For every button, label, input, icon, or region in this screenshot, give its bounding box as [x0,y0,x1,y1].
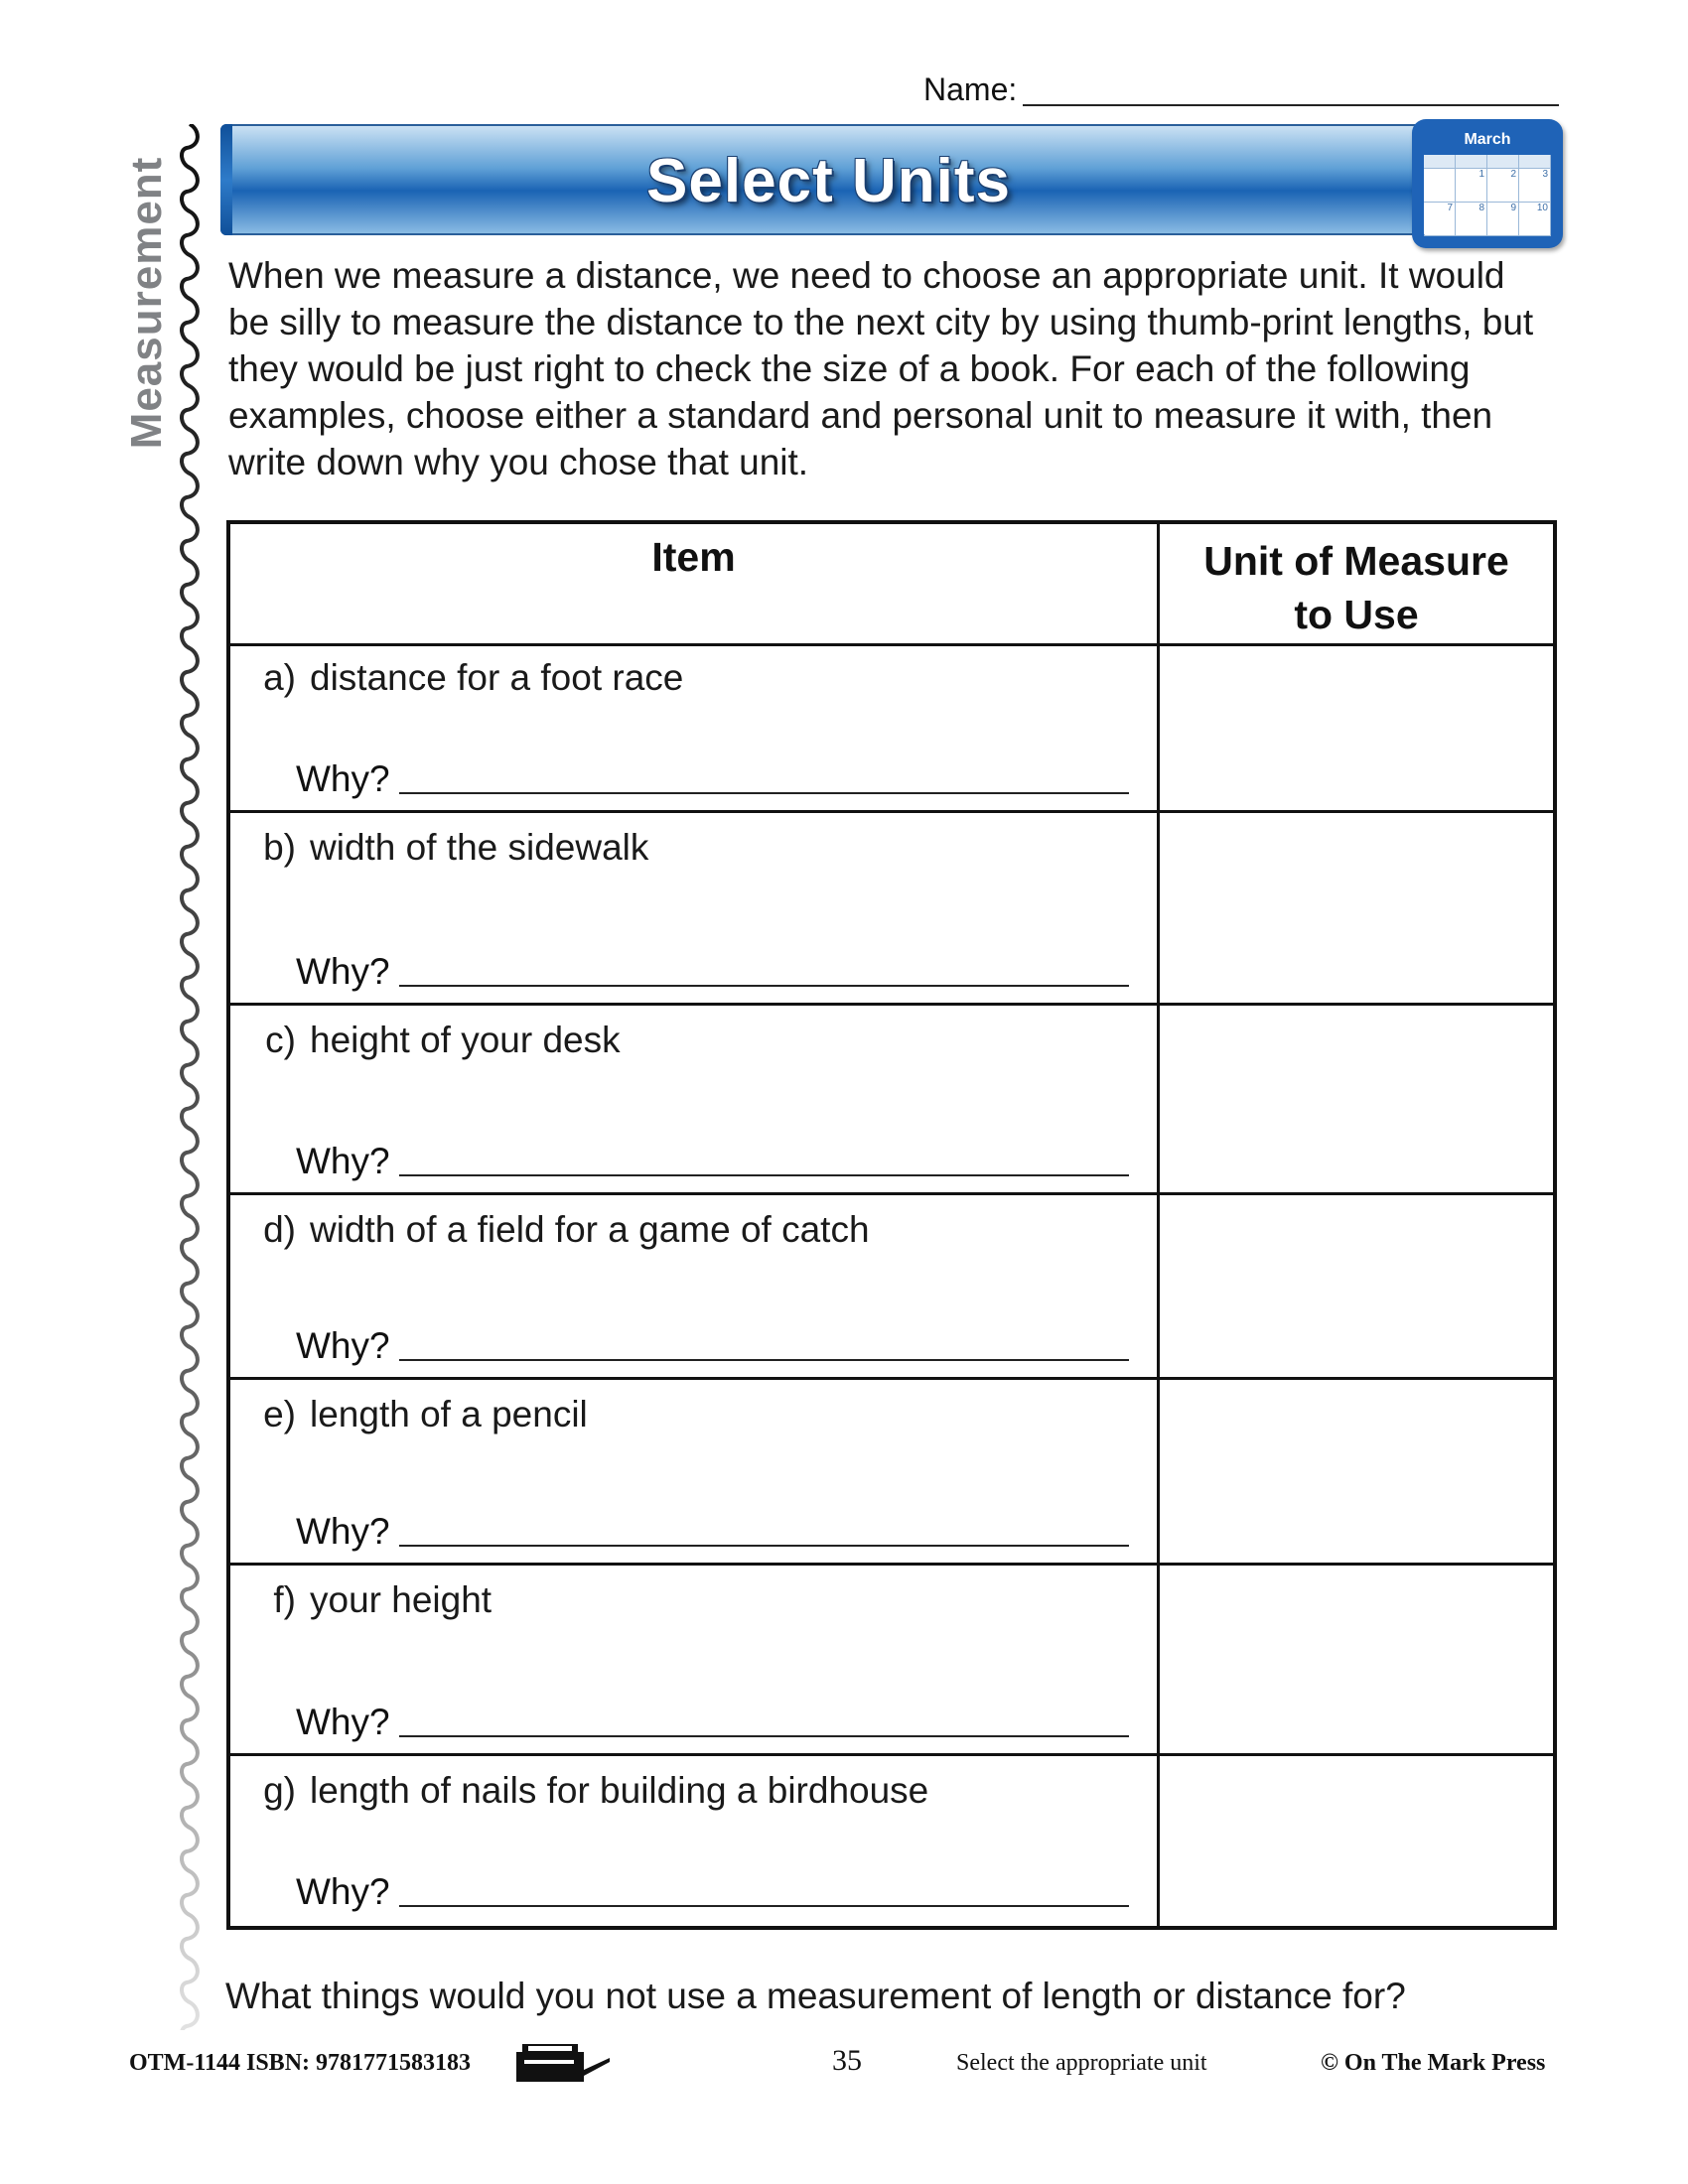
why-answer-line[interactable] [399,1359,1129,1361]
item-description: distance for a foot race [310,657,684,698]
item-text [242,1020,621,1061]
item-letter: d) [263,1209,296,1250]
column-header-unit-line2: to Use [1294,592,1419,637]
calendar-day-header [1487,155,1519,169]
item-letter: e) [263,1394,296,1434]
why-label: Why? [296,1511,390,1552]
item-text [242,1394,588,1435]
instructions-paragraph: When we measure a distance, we need to choose an appropriate unit. It would be silly to measure the distance to the next city by using thumb-print lengths, but they would be just right to check the size of a book. For each of the following examples, choose either a standard and personal unit to measure it with, then write down why you chose that unit. [228,255,1534,482]
calendar-cell: 3 [1519,169,1551,203]
calendar-month: March [1464,131,1511,148]
why-label: Why? [296,1871,390,1912]
item-description: height of your desk [310,1020,621,1060]
why-label: Why? [296,1702,390,1742]
item-description: length of a pencil [310,1394,588,1434]
section-label [117,144,177,462]
item-description: your height [310,1579,492,1620]
table-row [230,813,1553,1006]
table-row [230,1380,1553,1566]
calendar-icon [1412,119,1563,248]
item-text [242,657,683,699]
calendar-day-header [1424,155,1456,169]
why-answer-line[interactable] [399,1905,1129,1907]
calendar-cell: 2 [1487,169,1519,203]
table-row [230,1006,1553,1195]
product-code: OTM-1144 ISBN: 9781771583183 [129,2050,472,2076]
calendar-cell: 9 [1487,203,1519,236]
decorative-squiggle-border [175,124,205,2030]
why-label: Why? [296,1325,390,1366]
item-text [242,1770,928,1812]
item-text [242,1209,870,1251]
item-letter: c) [265,1020,296,1060]
column-header-item: Item [651,534,736,580]
table-row [230,643,1553,813]
publisher-credit: © On The Mark Press [1321,2050,1546,2076]
page-title: Select Units [646,147,1011,215]
why-label: Why? [296,1141,390,1181]
calendar-cell: 8 [1456,203,1487,236]
column-header-unit [1160,534,1553,641]
item-letter: b) [263,827,296,868]
photocopier-icon [514,2040,612,2086]
item-description: width of the sidewalk [310,827,649,868]
why-answer-line[interactable] [399,985,1129,987]
why-label: Why? [296,951,390,992]
calendar-cell: 10 [1519,203,1551,236]
why-answer-line[interactable] [399,1174,1129,1176]
table-row [230,1756,1553,1923]
column-header-unit-line1: Unit of Measure [1203,538,1509,584]
item-description: width of a field for a game of catch [310,1209,870,1250]
calendar-cell: 1 [1456,169,1487,203]
table-row [230,1195,1553,1380]
page-number: 35 [832,2044,862,2077]
calendar-day-header [1456,155,1487,169]
worksheet-table [226,520,1557,1930]
item-text [242,1579,492,1621]
calendar-grid [1424,155,1551,236]
item-letter: f) [273,1579,296,1620]
item-letter: g) [263,1770,296,1811]
name-label: Name: [923,71,1018,107]
calendar-cell: 7 [1424,203,1456,236]
why-label: Why? [296,758,390,799]
why-answer-line[interactable] [399,1545,1129,1547]
title-banner [220,124,1437,235]
item-text [242,827,648,869]
why-answer-line[interactable] [399,792,1129,794]
name-blank-line[interactable] [1023,104,1559,106]
table-row [230,1566,1553,1756]
item-description: length of nails for building a birdhouse [310,1770,929,1811]
why-answer-line[interactable] [399,1735,1129,1737]
calendar-cell [1424,169,1456,203]
footer-caption: Select the appropriate unit [956,2050,1207,2076]
section-label-text: Measurement [122,156,171,450]
calendar-day-header [1519,155,1551,169]
name-field[interactable] [923,71,1017,108]
item-letter: a) [263,657,296,698]
follow-up-question: What things would you not use a measurement of length or distance for? [225,1976,1406,2016]
table-header-row [230,524,1553,646]
